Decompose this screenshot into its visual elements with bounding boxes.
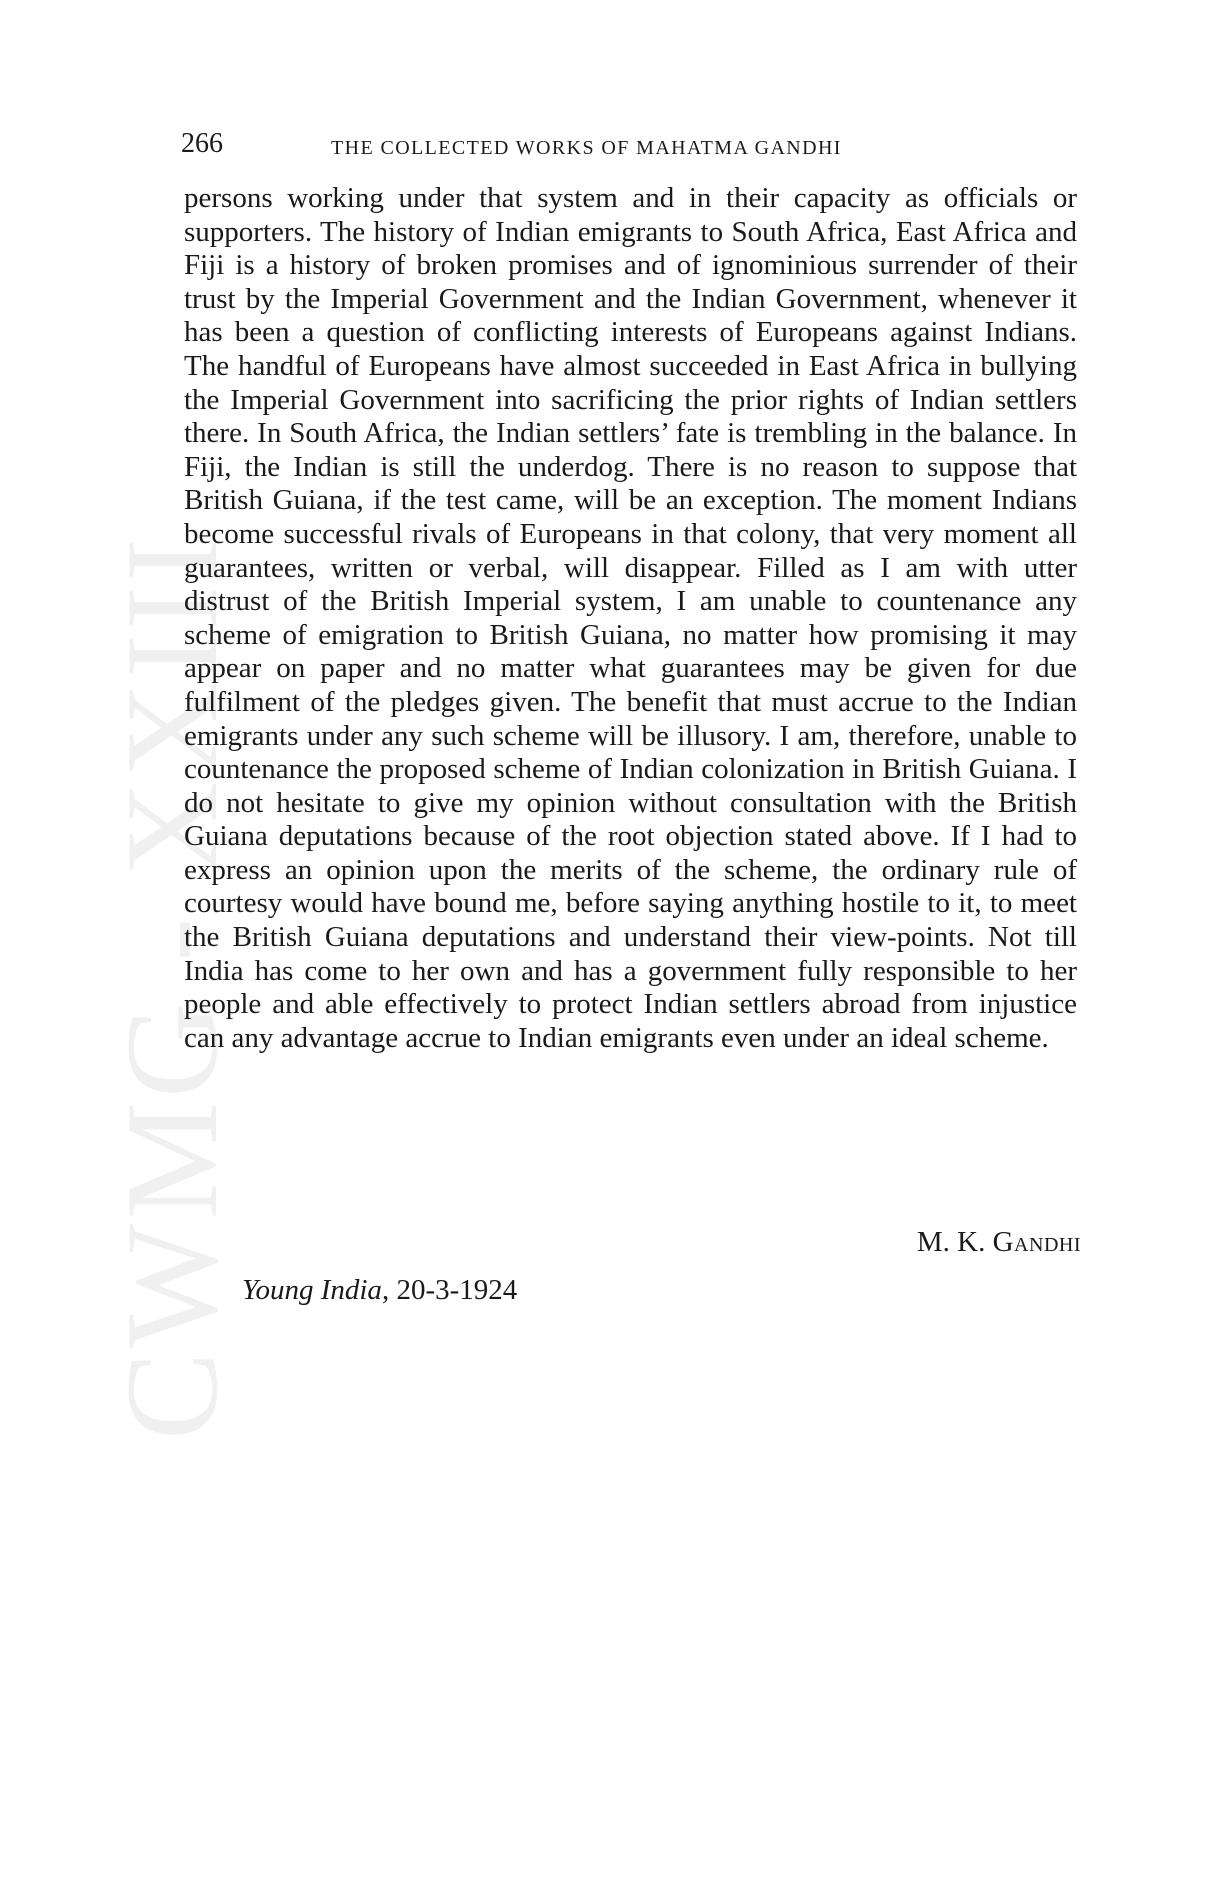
source-date: 20-3-1924 bbox=[396, 1274, 518, 1306]
signature bbox=[917, 1226, 1081, 1259]
source-citation bbox=[242, 1274, 517, 1307]
page-header bbox=[181, 128, 1081, 168]
watermark: CWMG - XXIII bbox=[98, 534, 245, 1440]
signature-initials: M. K. bbox=[916, 1226, 986, 1258]
source-publication: Young India bbox=[242, 1274, 382, 1306]
running-title: THE COLLECTED WORKS OF MAHATMA GANDHI bbox=[331, 137, 842, 159]
page-number: 266 bbox=[181, 128, 223, 159]
body-text bbox=[184, 182, 1077, 1055]
source-separator: , bbox=[381, 1274, 397, 1306]
signature-surname: Gandhi bbox=[992, 1226, 1081, 1258]
paragraph: persons working under that system and in their capacity as officials or supporters. The history of Indian emigrants to South Africa, East Africa and Fiji is a history of broken promises and of ignominious surrender of their trust by the Imperial Government and the Indian Government, whenever it has been a question of conflicting interests of Europeans against Indians. The handful of Europeans have almost succeeded in East Africa in bullying the Imperial Government into sacrificing the prior rights of Indian settlers there. In South Africa, the Indian settlers’ fate is trembling in the balance. In Fiji, the Indian is still the underdog. There is no reason to suppose that British Guiana, if the test came, will be an exception. The moment Indians become successful rivals of Europeans in that colony, that very moment all guarantees, written or verbal, will disappear. Filled as I am with utter distrust of the British Imperial system, I am unable to countenance any scheme of emigration to British Guiana, no matter how promising it may appear on paper and no matter what guarantees may be given for due fulfilment of the pledges given. The benefit that must accrue to the Indian emigrants under any such scheme will be illusory. I am, therefore, unable to countenance the proposed scheme of Indian colonization in British Guiana. I do not hesitate to give my opinion without consultation with the British Guiana deputations because of the root objection stated above. If I had to express an opinion upon the merits of the scheme, the ordinary rule of courtesy would have bound me, before saying anything hostile to it, to meet the British Guiana deputations and understand their view-points. Not till India has come to her own and has a government fully responsible to her people and able effectively to protect Indian settlers abroad from injustice can any advantage accrue to Indian emigrants even under an ideal scheme. bbox=[184, 182, 1077, 1054]
